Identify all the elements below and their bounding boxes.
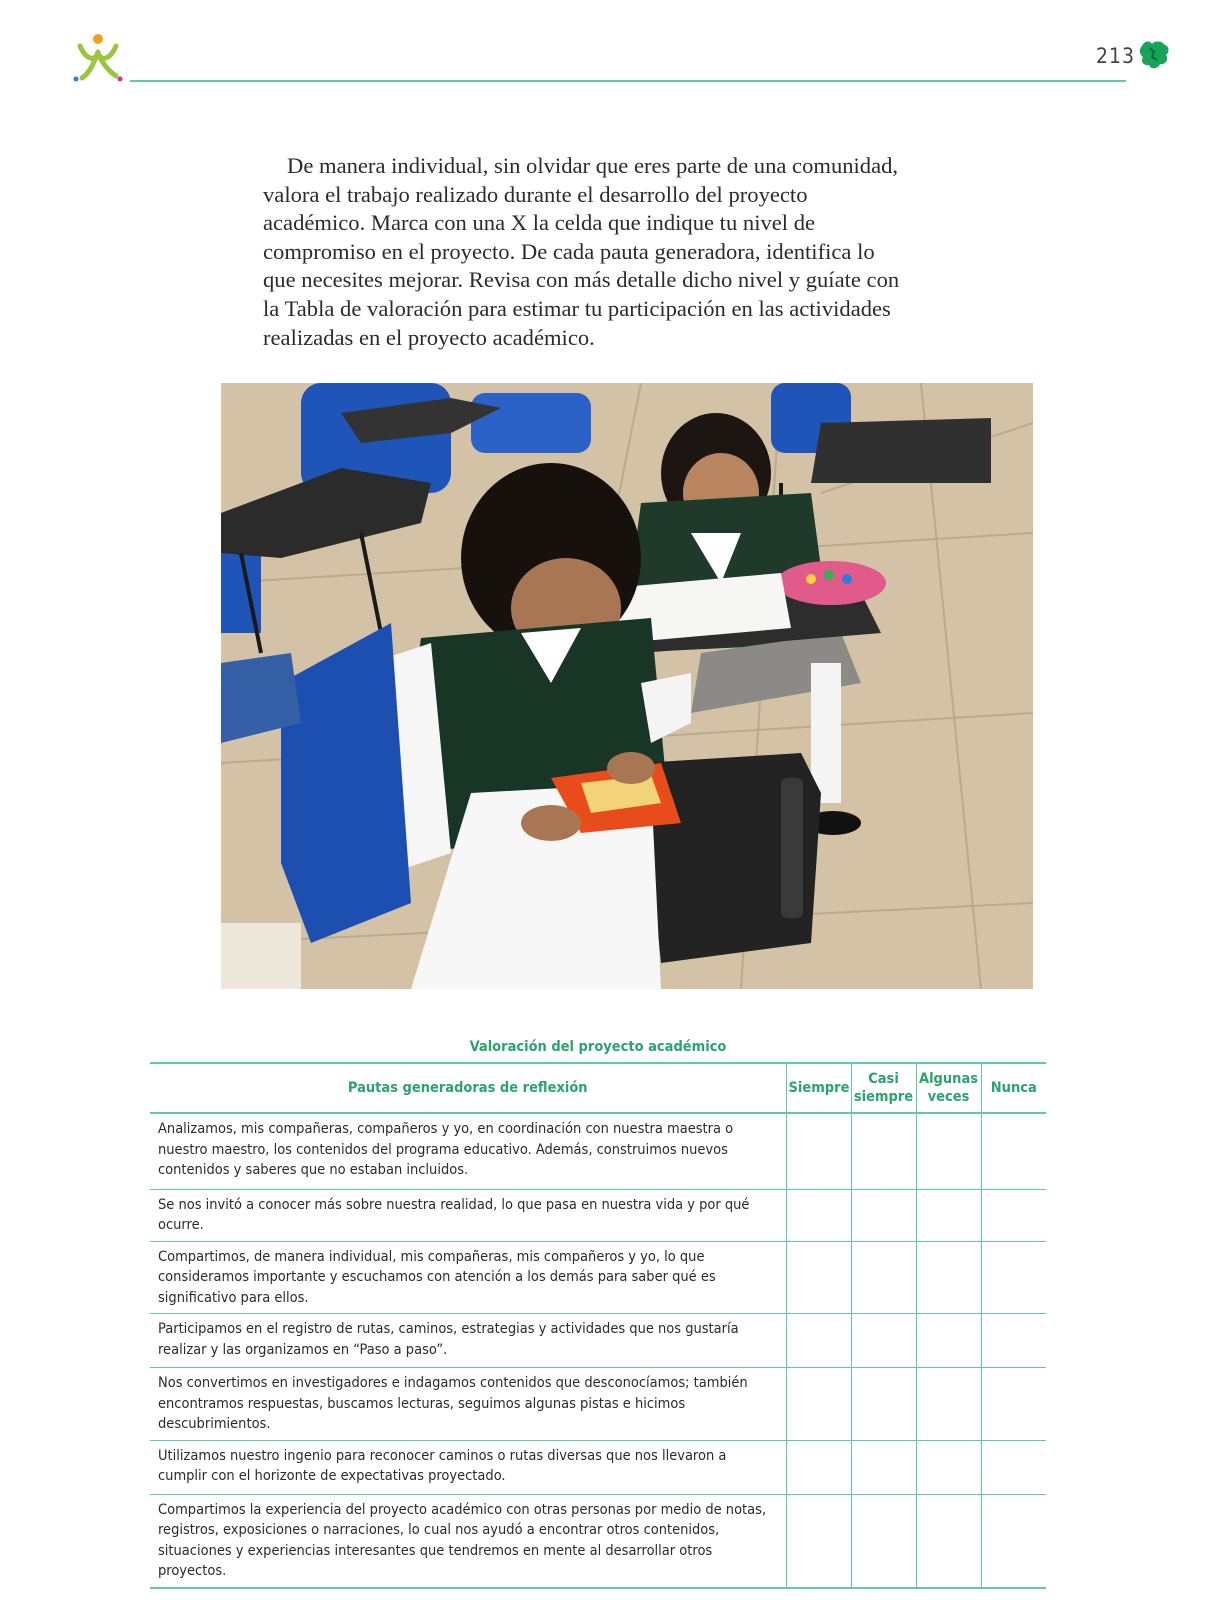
table-row	[150, 1440, 1046, 1494]
mark-cell-algunas-veces[interactable]	[916, 1189, 981, 1241]
mark-cell-casi-siempre[interactable]	[851, 1241, 916, 1314]
mark-cell-siempre[interactable]	[786, 1241, 851, 1314]
header-level-casi-siempre: Casi siempre	[851, 1063, 916, 1113]
mark-cell-siempre[interactable]	[786, 1314, 851, 1368]
valoracion-table	[150, 1062, 1046, 1589]
page-number: 213	[1096, 44, 1136, 68]
mark-cell-siempre[interactable]	[786, 1494, 851, 1588]
table-row	[150, 1314, 1046, 1368]
table-row	[150, 1113, 1046, 1189]
criteria-text: Analizamos, mis compañeras, compañeros y yo, en coordinación con nuestra maestra o nuestro maestro, los contenidos del programa educativo. Además, construimos nuevos contenidos y saberes que no estaban incluidos.	[150, 1113, 786, 1189]
table-title: Valoración del proyecto académico	[469, 1039, 727, 1055]
criteria-text: Compartimos, de manera individual, mis compañeras, mis compañeros y yo, lo que consideramos importante y escuchamos con atención a los demás para saber qué es significativo para ellos.	[150, 1241, 786, 1314]
mark-cell-casi-siempre[interactable]	[851, 1368, 916, 1441]
criteria-text: Utilizamos nuestro ingenio para reconocer caminos o rutas diversas que nos llevaron a cumplir con el horizonte de expectativas proyectado.	[150, 1440, 786, 1494]
mark-cell-algunas-veces[interactable]	[916, 1368, 981, 1441]
mark-cell-nunca[interactable]	[981, 1314, 1046, 1368]
mark-cell-nunca[interactable]	[981, 1113, 1046, 1189]
mark-cell-algunas-veces[interactable]	[916, 1314, 981, 1368]
criteria-text: Se nos invitó a conocer más sobre nuestra realidad, lo que pasa en nuestra vida y por qué ocurre.	[150, 1189, 786, 1241]
mark-cell-algunas-veces[interactable]	[916, 1494, 981, 1588]
mark-cell-casi-siempre[interactable]	[851, 1113, 916, 1189]
intro-paragraph: De manera individual, sin olvidar que eres parte de una comunidad, valora el trabajo realizado durante el desarrollo del proyecto académico. Marca con una X la celda que indique tu nivel de compromiso en el proyecto. De cada pauta generadora, identifica lo que necesites mejorar. Revisa con más detalle dicho nivel y guíate con la Tabla de valoración para estimar tu participación en las actividades realizadas en el proyecto académico.	[263, 153, 900, 350]
header-criteria: Pautas generadoras de reflexión	[150, 1063, 786, 1113]
mark-cell-nunca[interactable]	[981, 1494, 1046, 1588]
table-row	[150, 1189, 1046, 1241]
criteria-text: Compartimos la experiencia del proyecto académico con otras personas por medio de notas, registros, exposiciones o narraciones, lo cual nos ayudó a encontrar otros contenidos, situaciones y experiencias interesantes que tendremos en mente al desarrollar otros proyectos.	[150, 1494, 786, 1588]
mark-cell-nunca[interactable]	[981, 1241, 1046, 1314]
mark-cell-nunca[interactable]	[981, 1368, 1046, 1441]
green-map-icon	[1138, 38, 1172, 72]
mark-cell-casi-siempre[interactable]	[851, 1494, 916, 1588]
mark-cell-nunca[interactable]	[981, 1189, 1046, 1241]
table-row	[150, 1368, 1046, 1441]
mark-cell-siempre[interactable]	[786, 1113, 851, 1189]
header-level-nunca: Nunca	[981, 1063, 1046, 1113]
criteria-text: Nos convertimos en investigadores e indagamos contenidos que desconocíamos; también encontramos respuestas, buscamos lecturas, seguimos algunas pistas e hicimos descubrimientos.	[150, 1368, 786, 1441]
mark-cell-siempre[interactable]	[786, 1189, 851, 1241]
mark-cell-algunas-veces[interactable]	[916, 1440, 981, 1494]
mark-cell-casi-siempre[interactable]	[851, 1189, 916, 1241]
header-level-siempre: Siempre	[786, 1063, 851, 1113]
mark-cell-casi-siempre[interactable]	[851, 1314, 916, 1368]
table-row	[150, 1241, 1046, 1314]
mark-cell-nunca[interactable]	[981, 1440, 1046, 1494]
mark-cell-siempre[interactable]	[786, 1440, 851, 1494]
header-level-algunas-veces: Algunas veces	[916, 1063, 981, 1113]
mark-cell-algunas-veces[interactable]	[916, 1113, 981, 1189]
mark-cell-siempre[interactable]	[786, 1368, 851, 1441]
mark-cell-casi-siempre[interactable]	[851, 1440, 916, 1494]
classroom-photo	[221, 383, 1033, 989]
table-row	[150, 1494, 1046, 1588]
mark-cell-algunas-veces[interactable]	[916, 1241, 981, 1314]
figure-logo-icon	[70, 30, 126, 86]
criteria-text: Participamos en el registro de rutas, caminos, estrategias y actividades que nos gustaría realizar y las organizamos en “Paso a paso”.	[150, 1314, 786, 1368]
header-rule	[130, 80, 1126, 82]
